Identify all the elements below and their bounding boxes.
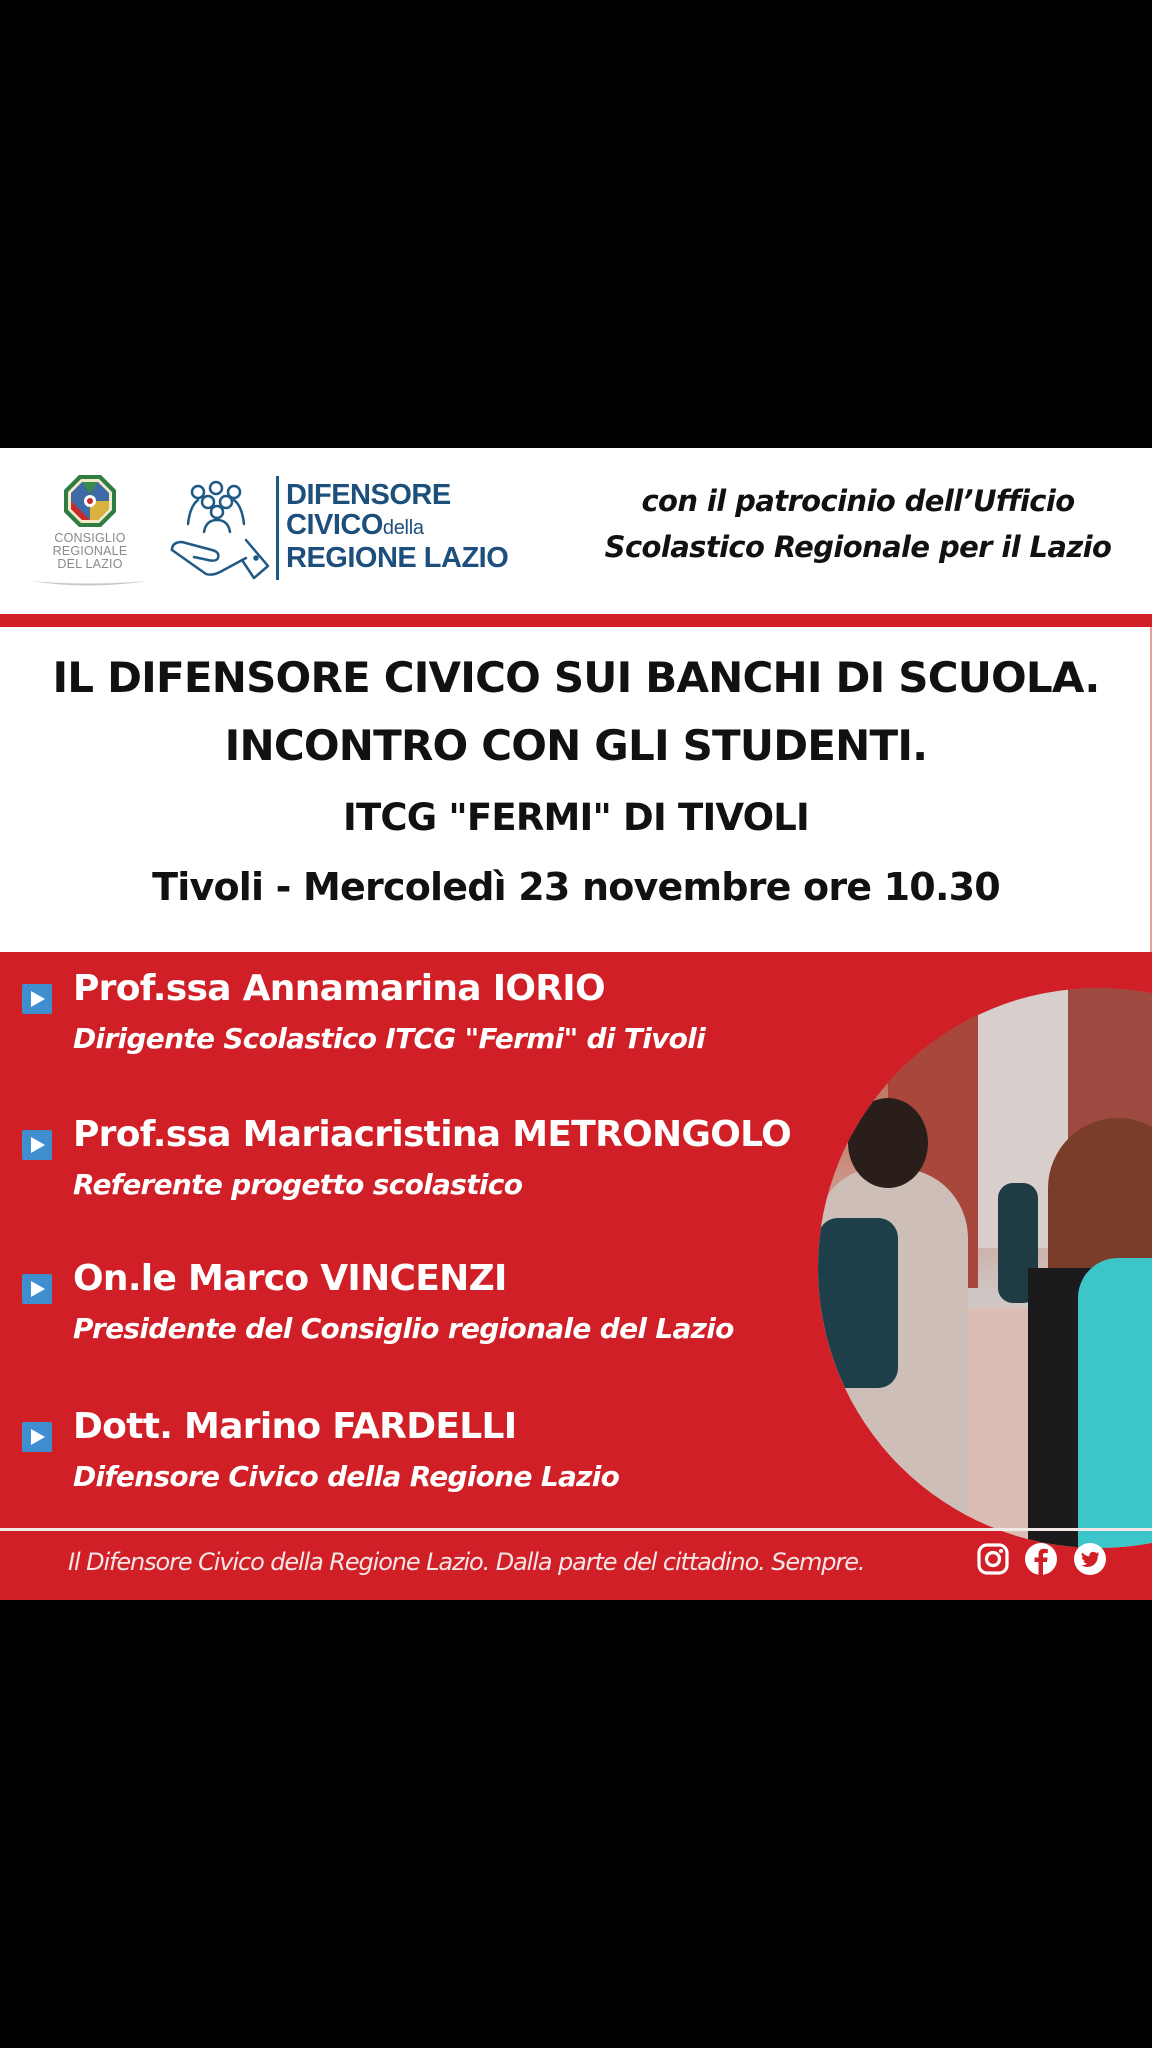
consiglio-logo-line: DEL LAZIO (57, 557, 123, 571)
people-in-hand-icon (168, 480, 278, 580)
speaker-role: Dirigente Scolastico ITCG "Fermi" di Tivoli (73, 1022, 705, 1055)
event-subtitle: INCONTRO CON GLI STUDENTI. (224, 721, 928, 770)
play-bullet-icon (22, 984, 52, 1014)
logo-swoosh-icon (28, 578, 150, 588)
event-poster (0, 448, 1152, 1600)
logo-line-difensore: DIFENSORE (286, 479, 451, 511)
difensore-logo-text (286, 480, 508, 573)
consiglio-logo-text (26, 532, 154, 571)
footer-tagline: Il Difensore Civico della Regione Lazio. Dalla parte del cittadino. Sempre. (68, 1548, 865, 1576)
consiglio-logo-line: CONSIGLIO (54, 531, 126, 545)
facebook-icon[interactable] (1024, 1542, 1058, 1576)
patronage-text (578, 478, 1138, 570)
header-red-band (0, 614, 1152, 627)
students-photo (818, 988, 1152, 1548)
event-title-block (0, 627, 1152, 952)
speaker-role: Referente progetto scolastico (73, 1168, 523, 1201)
logo-word-della: della (382, 517, 424, 539)
poster-header (0, 448, 1152, 614)
speaker-role: Presidente del Consiglio regionale del Lazio (73, 1312, 734, 1345)
event-datetime: Tivoli - Mercoledì 23 novembre ore 10.30 (152, 865, 1000, 909)
consiglio-regionale-logo (26, 474, 154, 592)
logo-word-civico: CIVICO (286, 509, 383, 541)
play-bullet-icon (22, 1130, 52, 1160)
event-venue: ITCG "FERMI" DI TIVOLI (342, 796, 810, 839)
regional-emblem-icon (63, 474, 117, 528)
patronage-line: con il patrocinio dell’Ufficio (641, 484, 1075, 518)
instagram-icon[interactable] (976, 1542, 1010, 1576)
speaker-name: On.le Marco VINCENZI (73, 1258, 507, 1299)
logo-line-civico (286, 510, 508, 543)
difensore-civico-logo (168, 474, 548, 586)
speaker-name: Prof.ssa Annamarina IORIO (73, 968, 605, 1009)
consiglio-logo-line: REGIONALE (52, 544, 128, 558)
speaker-name: Prof.ssa Mariacristina METRONGOLO (73, 1114, 792, 1155)
footer-divider (0, 1528, 1152, 1531)
play-bullet-icon (22, 1422, 52, 1452)
play-bullet-icon (22, 1274, 52, 1304)
speaker-name: Dott. Marino FARDELLI (73, 1406, 517, 1447)
speakers-section (0, 952, 1152, 1600)
logo-line-regione-lazio: REGIONE LAZIO (286, 542, 509, 574)
twitter-icon[interactable] (1073, 1542, 1107, 1576)
patronage-line: Scolastico Regionale per il Lazio (604, 530, 1112, 564)
speaker-role: Difensore Civico della Regione Lazio (73, 1460, 620, 1493)
event-title: IL DIFENSORE CIVICO SUI BANCHI DI SCUOLA. (52, 653, 1100, 702)
logo-divider (276, 476, 279, 580)
